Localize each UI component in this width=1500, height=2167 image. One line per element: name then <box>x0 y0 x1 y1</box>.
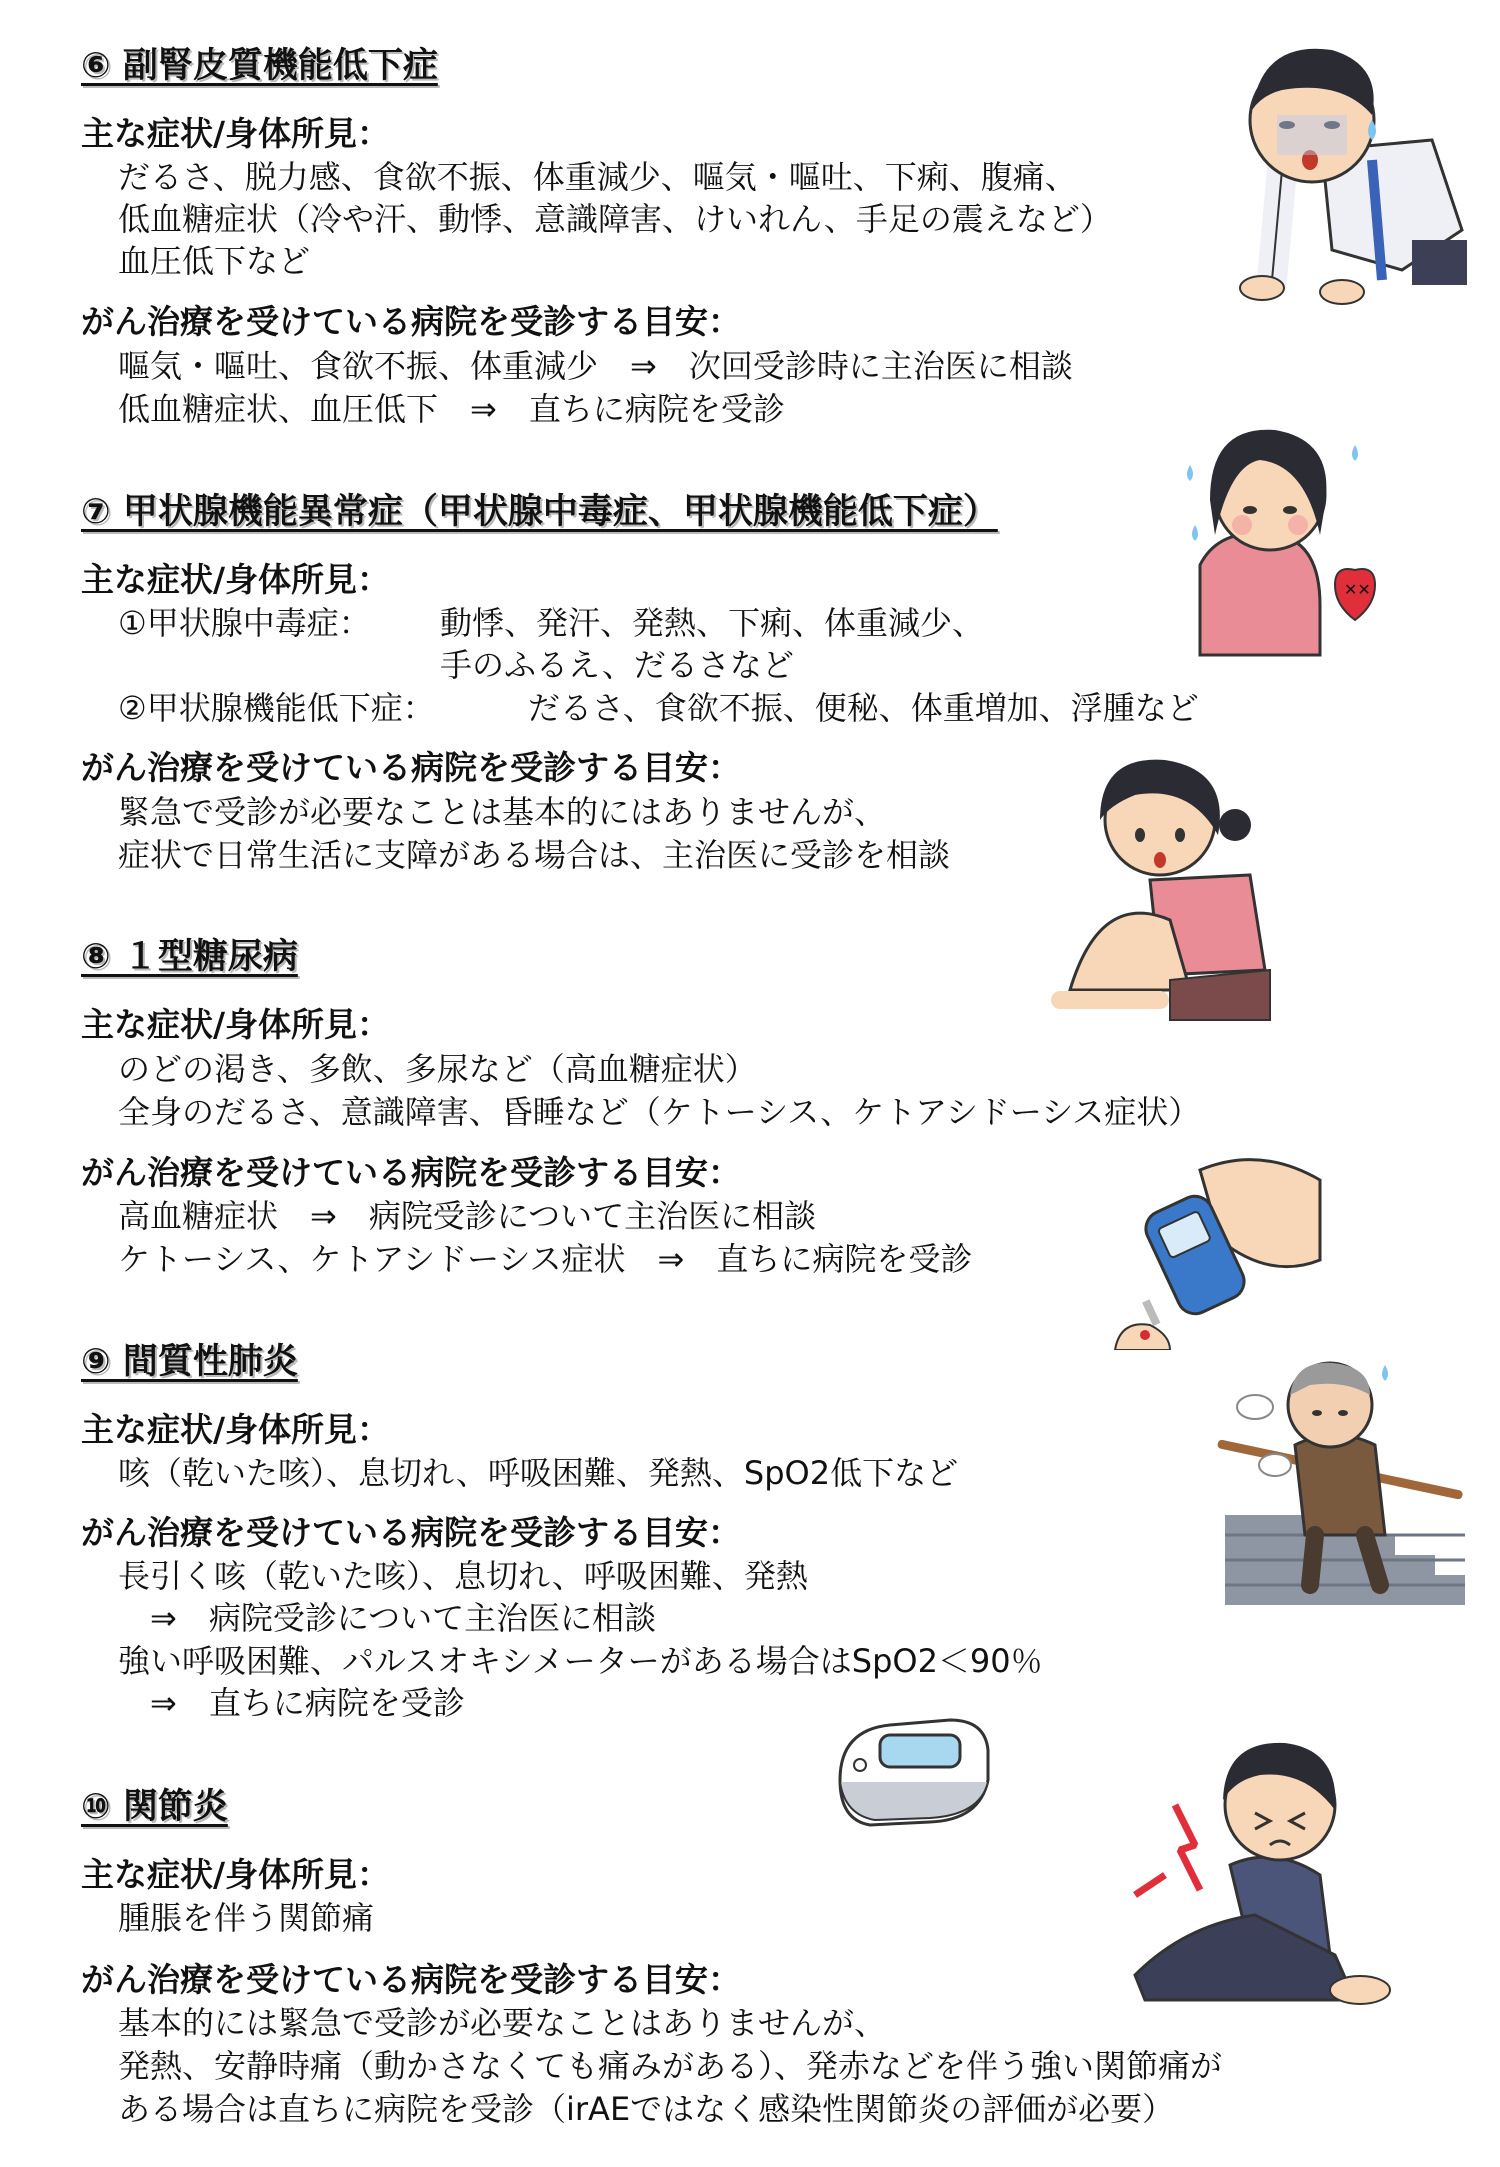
section-6-symptom-line: 血圧低下など <box>118 242 311 280</box>
section-7-symptoms-label: 主な症状/身体所見： <box>81 560 391 599</box>
section-10-title: ⑩ 関節炎 <box>81 1787 228 1827</box>
section-10-guide-label: がん治療を受けている病院を受診する目安： <box>81 1960 741 1999</box>
section-10-guide-line: 基本的には緊急で受診が必要なことはありませんが、 <box>118 2004 887 2042</box>
knee-pain-man-illustration <box>1105 1725 1405 2015</box>
section-10-symptom-line: 腫脹を伴う関節痛 <box>118 1899 375 1937</box>
section-7-symptom-line: 動悸、発汗、発熱、下痢、体重減少、 <box>440 604 985 642</box>
section-10-guide-line: 発熱、安静時痛（動かさなくても痛みがある）、発赤などを伴う強い関節痛が <box>118 2047 1223 2085</box>
section-6-guide-label: がん治療を受けている病院を受診する目安： <box>81 302 741 341</box>
section-10-guide-line: ある場合は直ちに病院を受診（irAEではなく感染性関節炎の評価が必要） <box>118 2090 1175 2128</box>
section-10-symptoms-label: 主な症状/身体所見： <box>81 1855 391 1894</box>
section-7-symptom-line: 手のふるえ、だるさなど <box>440 646 794 684</box>
elderly-man-stairs-illustration <box>1215 1335 1470 1605</box>
section-7-guide-line: 緊急で受診が必要なことは基本的にはありませんが、 <box>118 793 887 831</box>
section-8-symptom-line: のどの渇き、多飲、多尿など（高血糖症状） <box>118 1050 757 1088</box>
section-9-guide-line: ⇒ 病院受診について主治医に相談 <box>150 1599 657 1637</box>
section-8-symptoms-label: 主な症状/身体所見： <box>81 1005 391 1044</box>
section-7-symptom-line: だるさ、食欲不振、便秘、体重増加、浮腫など <box>528 689 1199 727</box>
section-7-guide-label: がん治療を受けている病院を受診する目安： <box>81 748 741 787</box>
section-9-guide-line: 長引く咳（乾いた咳）、息切れ、呼吸困難、発熱 <box>118 1557 808 1595</box>
section-6-title: ⑥ 副腎皮質機能低下症 <box>81 46 438 86</box>
section-7-title: ⑦ 甲状腺機能異常症（甲状腺中毒症、甲状腺機能低下症） <box>81 492 998 532</box>
section-9-title: ⑨ 間質性肺炎 <box>81 1342 298 1382</box>
pulse-oximeter-illustration <box>830 1710 995 1830</box>
section-7-guide-line: 症状で日常生活に支障がある場合は、主治医に受診を相談 <box>118 836 951 874</box>
section-6-symptom-line: だるさ、脱力感、食欲不振、体重減少、嘔気・嘔吐、下痢、腹痛、 <box>118 158 1077 196</box>
fatigued-man-illustration <box>1222 30 1472 310</box>
section-9-symptom-line: 咳（乾いた咳）、息切れ、呼吸困難、発熱、SpO2低下など <box>118 1454 959 1492</box>
section-8-guide-line: 高血糖症状 ⇒ 病院受診について主治医に相談 <box>118 1197 817 1235</box>
section-9-guide-label: がん治療を受けている病院を受診する目安： <box>81 1513 741 1552</box>
section-8-title: ⑧ １型糖尿病 <box>81 937 298 977</box>
section-9-symptoms-label: 主な症状/身体所見： <box>81 1410 391 1449</box>
section-7-symptom-item-label: ②甲状腺機能低下症： <box>118 689 435 727</box>
sitting-woman-illustration <box>1040 750 1285 1050</box>
section-6-symptom-line: 低血糖症状（冷や汗、動悸、意識障害、けいれん、手足の震えなど） <box>118 200 1112 238</box>
section-6-guide-line: 低血糖症状、血圧低下 ⇒ 直ちに病院を受診 <box>118 390 785 428</box>
glucose-meter-illustration <box>1110 1150 1325 1350</box>
section-9-guide-line: 強い呼吸困難、パルスオキシメーターがある場合はSpO2＜90％ <box>118 1642 1043 1680</box>
section-8-guide-label: がん治療を受けている病院を受診する目安： <box>81 1153 741 1192</box>
svg-text:✕✕: ✕✕ <box>1344 580 1371 599</box>
section-6-symptoms-label: 主な症状/身体所見： <box>81 114 391 153</box>
section-8-guide-line: ケトーシス、ケトアシドーシス症状 ⇒ 直ちに病院を受診 <box>118 1240 973 1278</box>
section-9-guide-line: ⇒ 直ちに病院を受診 <box>150 1684 465 1722</box>
section-7-symptom-item-label: ①甲状腺中毒症： <box>118 604 371 642</box>
section-8-symptom-line: 全身のだるさ、意識障害、昏睡など（ケトーシス、ケトアシドーシス症状） <box>118 1093 1201 1131</box>
section-6-guide-line: 嘔気・嘔吐、食欲不振、体重減少 ⇒ 次回受診時に主治医に相談 <box>118 347 1073 385</box>
palpitation-woman-illustration <box>1170 405 1400 665</box>
